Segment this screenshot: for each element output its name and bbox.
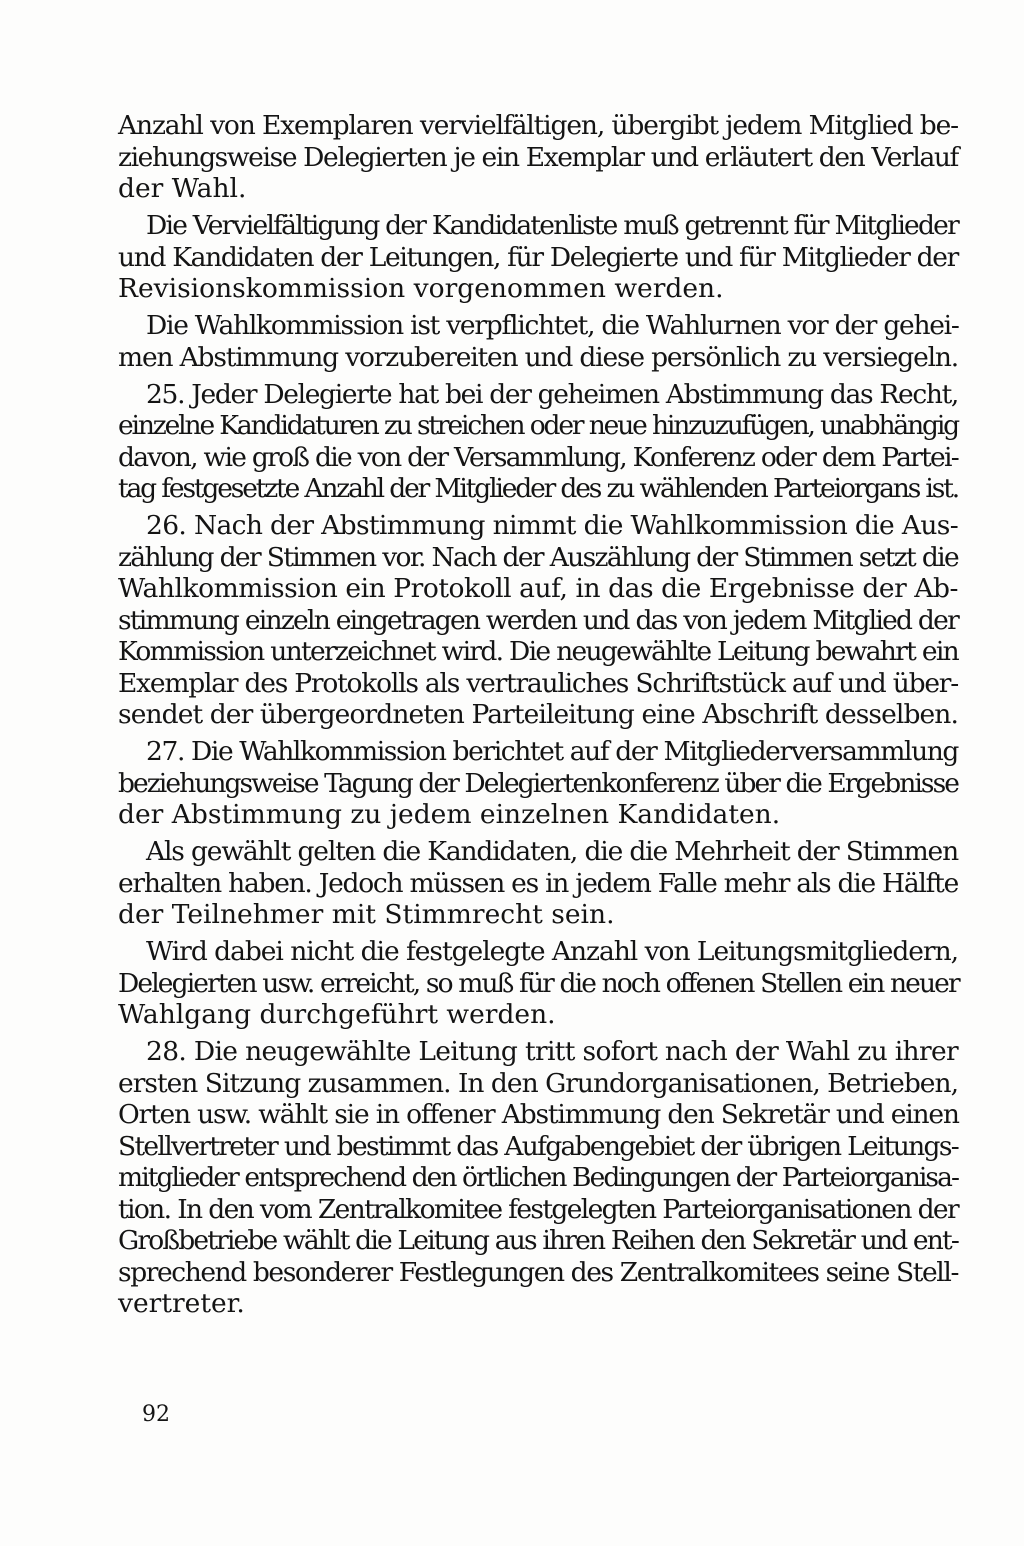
text-line: Wahlgang durchgeführt werden. [118,999,556,1030]
text-line: stimmung einzeln eingetragen werden und das von jedem Mitglied der [118,604,958,636]
paragraph-ballot-boxes [118,310,958,373]
text-line: davon, wie groß die von der Versammlung, Konferenz oder dem Partei- [118,441,958,473]
text-line: Wird dabei nicht die festgelegte Anzahl von Leitungsmitgliedern, [146,936,958,967]
text-line: Delegierten usw. erreicht, so muß für die noch offenen Stellen ein neuer [118,967,959,999]
text-line: 28. Die neugewählte Leitung tritt sofort nach der Wahl zu ihrer [146,1036,958,1067]
text-line: ziehungsweise Delegierten je ein Exemplar und erläutert den Verlauf [118,141,958,173]
text-line: 25. Jeder Delegierte hat bei der geheimen Abstimmung das Recht, [146,378,958,410]
text-line: der Abstimmung zu jedem einzelnen Kandidaten. [118,799,781,830]
text-line: Kommission unterzeichnet wird. Die neugewählte Leitung bewahrt ein [118,636,958,667]
text-line: erhalten haben. Jedoch müssen es in jedem Falle mehr als die Hälfte [118,867,958,899]
text-line: Exemplar des Protokolls als vertrauliches Schriftstück auf und über- [118,667,958,699]
body-text [118,110,958,1325]
text-line: Großbetriebe wählt die Leitung aus ihren Reihen den Sekretär und ent- [118,1225,959,1256]
text-line: zählung der Stimmen vor. Nach der Auszählung der Stimmen setzt die [118,541,958,573]
text-line: vertreter. [118,1288,245,1319]
paragraph-28 [118,1036,958,1320]
text-line: tion. In den vom Zentralkomitee festgelegten Parteiorganisationen der [118,1193,958,1225]
page-number: 92 [142,1402,170,1427]
text-line: einzelne Kandidaturen zu streichen oder neue hinzuzufügen, unabhängig [118,410,958,441]
text-line: sprechend besonderer Festlegungen des Zentralkomitees seine Stell- [118,1256,958,1288]
paragraph-26 [118,510,958,731]
text-line: Wahlkommission ein Protokoll auf, in das die Ergebnisse der Ab- [118,573,958,604]
text-line: men Abstimmung vorzubereiten und diese persönlich zu versiegeln. [118,341,958,373]
text-line: der Teilnehmer mit Stimmrecht sein. [118,899,615,930]
text-line: Revisionskommission vorgenommen werden. [118,273,724,304]
text-line: Anzahl von Exemplaren vervielfältigen, übergibt jedem Mitglied be- [118,110,958,141]
paragraph-second-ballot [118,936,958,1031]
paragraph-elected [118,836,958,931]
text-line: Die Wahlkommission ist verpflichtet, die Wahlurnen vor der gehei- [146,310,959,341]
text-line: und Kandidaten der Leitungen, für Delegierte und für Mitglieder der [118,241,958,273]
text-line: Als gewählt gelten die Kandidaten, die die Mehrheit der Stimmen [146,836,958,867]
text-line: sendet der übergeordneten Parteileitung eine Abschrift desselben. [118,699,958,730]
text-line: ersten Sitzung zusammen. In den Grundorganisationen, Betrieben, [118,1067,958,1099]
text-line: 27. Die Wahlkommission berichtet auf der Mitgliederversammlung [146,736,958,767]
text-line: 26. Nach der Abstimmung nimmt die Wahlkommission die Aus- [146,510,958,541]
text-line: Die Vervielfältigung der Kandidatenliste muß getrennt für Mitglieder [146,210,958,241]
text-line: mitglieder entsprechend den örtlichen Bedingungen der Parteiorganisa- [118,1162,958,1193]
text-line: Stellvertreter und bestimmt das Aufgabengebiet der übrigen Leitungs- [118,1130,958,1162]
paragraph-25 [118,379,958,505]
text-line: tag festgesetzte Anzahl der Mitglieder des zu wählenden Parteiorgans ist. [118,473,958,504]
text-line: der Wahl. [118,173,247,204]
text-line: beziehungsweise Tagung der Delegiertenkonferenz über die Ergebnisse [118,767,958,799]
text-line: Orten usw. wählt sie in offener Abstimmung den Sekretär und einen [118,1099,959,1130]
paragraph-continuation [118,110,958,205]
paragraph-copying [118,210,958,305]
paragraph-27 [118,736,958,831]
